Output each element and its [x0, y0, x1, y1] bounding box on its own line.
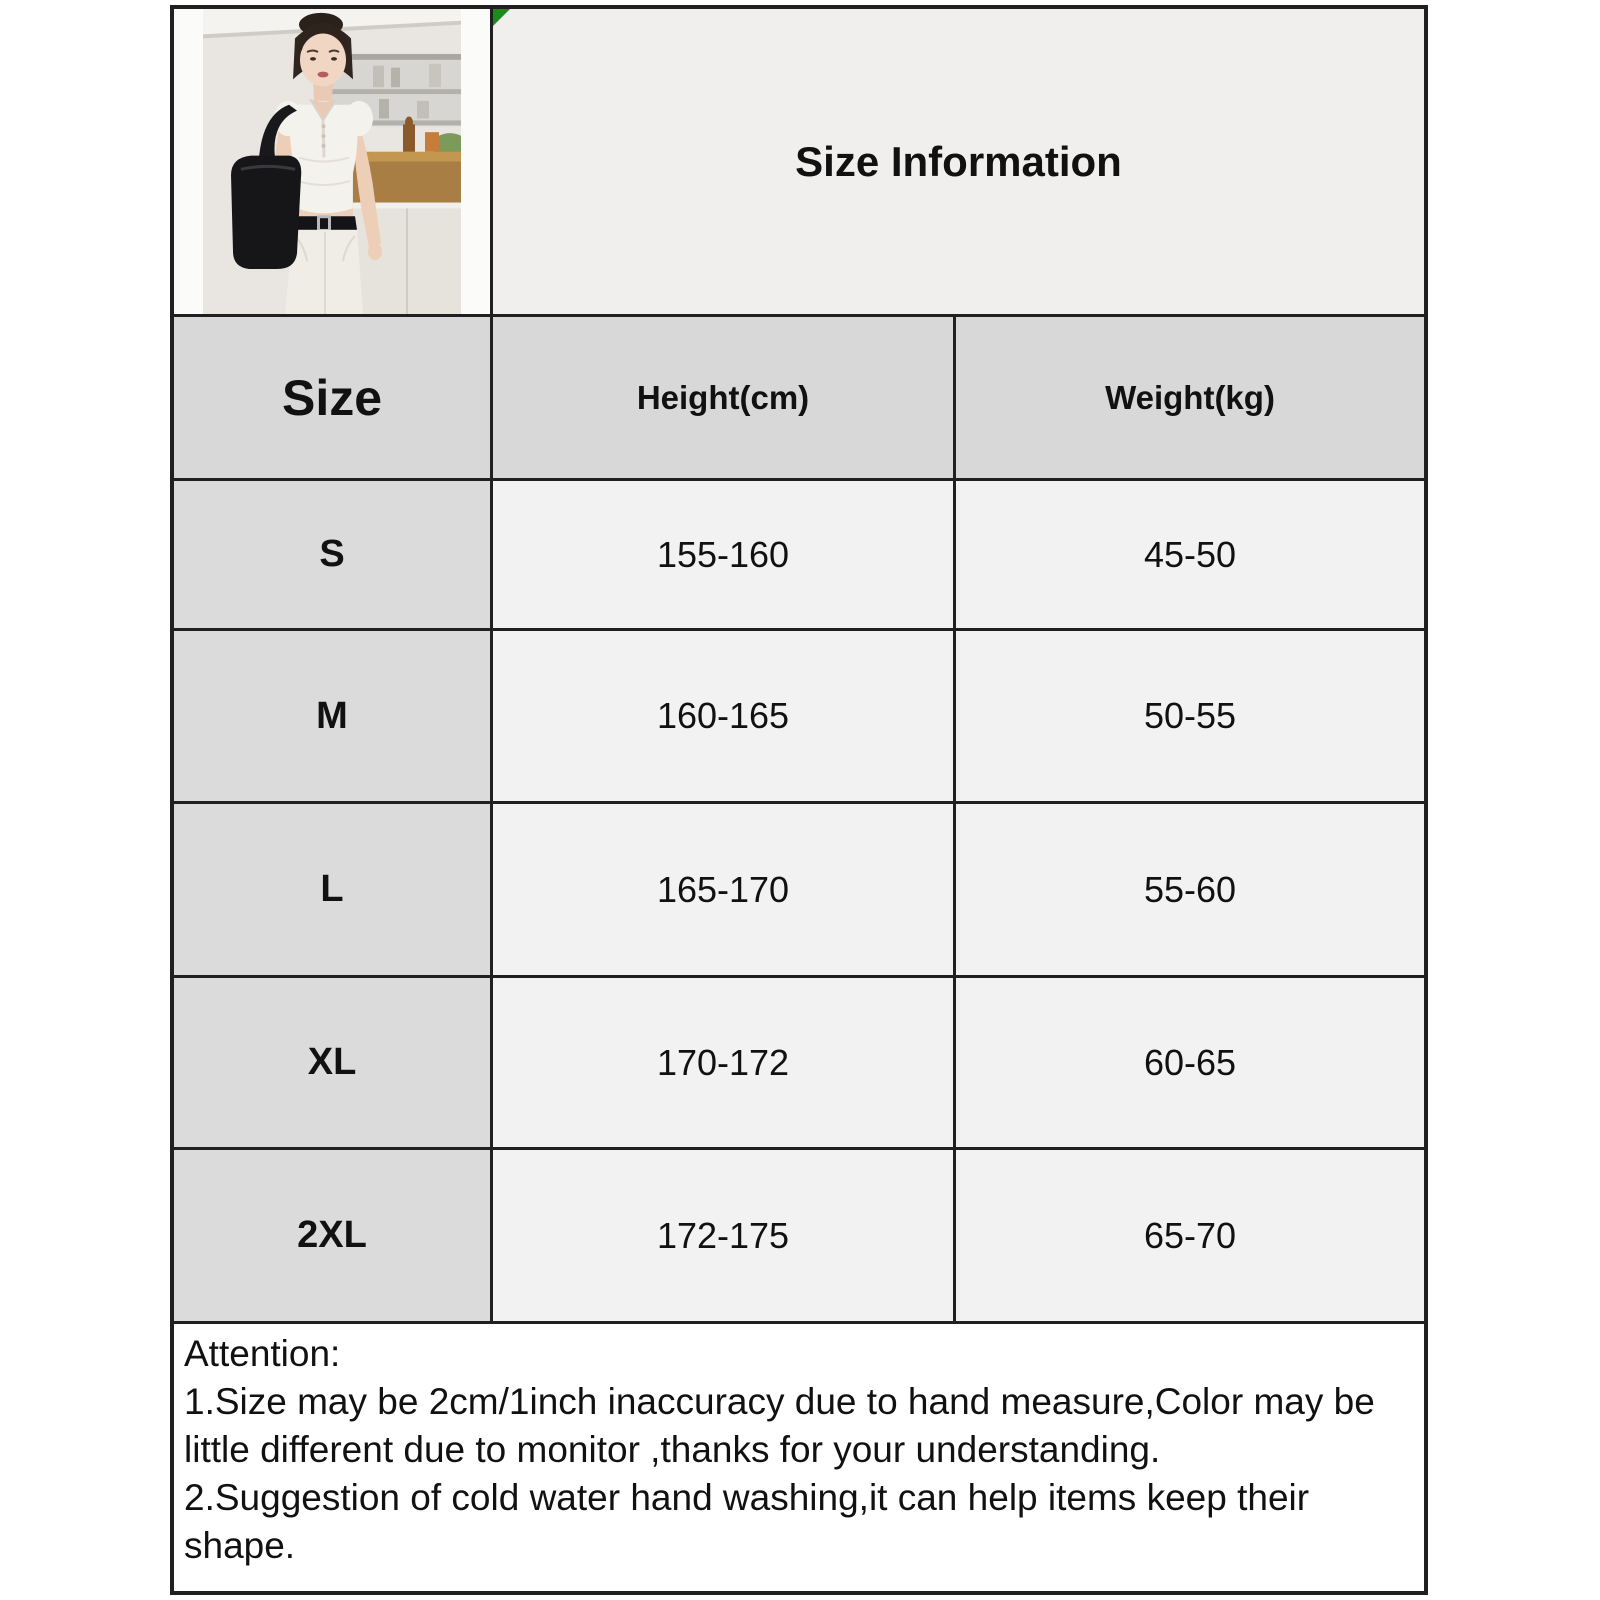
- size-label: 2XL: [174, 1150, 490, 1321]
- weight-value: 45-50: [956, 481, 1424, 628]
- model-photo-illustration: [203, 9, 461, 314]
- attention-note-2: 2.Suggestion of cold water hand washing,it can help items keep their shape.: [184, 1477, 1310, 1566]
- size-label: XL: [174, 978, 490, 1147]
- photo-cell: [174, 9, 490, 314]
- height-value: 172-175: [493, 1150, 953, 1321]
- height-value: 170-172: [493, 978, 953, 1147]
- attention-note-1: 1.Size may be 2cm/1inch inaccuracy due to hand measure,Color may be little different due to monitor ,thanks for your understanding.: [184, 1381, 1375, 1470]
- weight-value: 65-70: [956, 1150, 1424, 1321]
- weight-value: 50-55: [956, 631, 1424, 801]
- weight-value: 55-60: [956, 804, 1424, 975]
- column-header-height: Height(cm): [493, 317, 953, 478]
- size-table: [170, 5, 1428, 1595]
- column-header-size: Size: [174, 317, 490, 478]
- green-corner-marker-icon: [493, 9, 510, 26]
- size-label: L: [174, 804, 490, 975]
- product-photo: [203, 9, 461, 314]
- height-value: 155-160: [493, 481, 953, 628]
- attention-heading: Attention:: [184, 1333, 341, 1374]
- size-label: S: [174, 481, 490, 628]
- title-cell: [493, 9, 1424, 314]
- weight-value: 60-65: [956, 978, 1424, 1147]
- height-value: 165-170: [493, 804, 953, 975]
- page-title: Size Information: [795, 137, 1122, 185]
- height-value: 160-165: [493, 631, 953, 801]
- attention-note: [174, 1324, 1424, 1591]
- size-label: M: [174, 631, 490, 801]
- column-header-weight: Weight(kg): [956, 317, 1424, 478]
